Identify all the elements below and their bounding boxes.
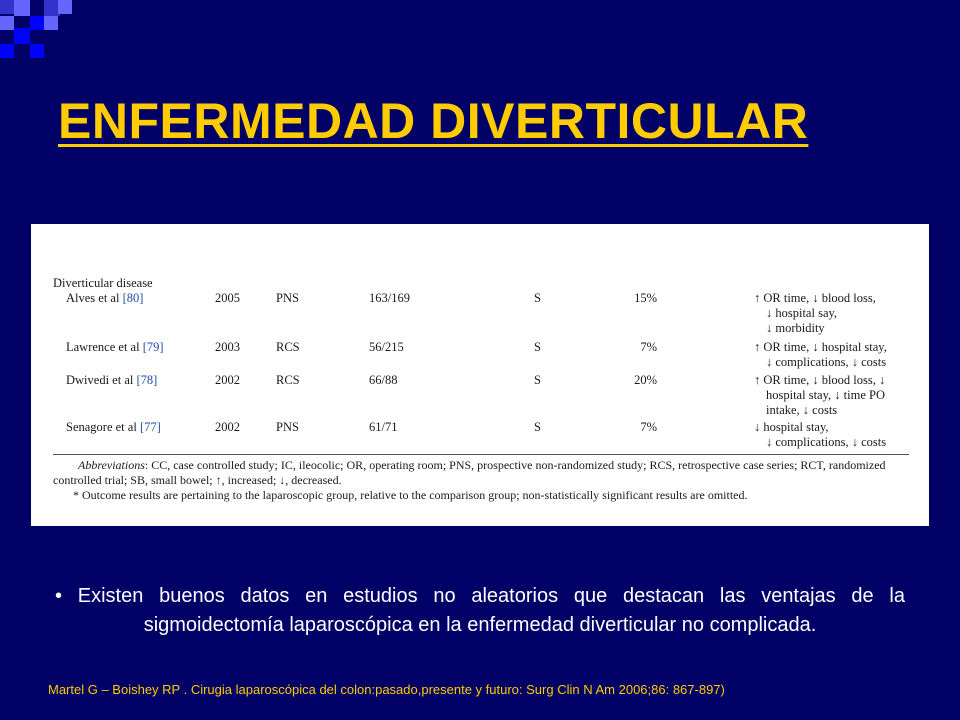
outcome-line: intake, ↓ costs bbox=[766, 403, 838, 417]
table-footnote: * Outcome results are pertaining to the laparoscopic group, relative to the comparison group; non-statistically significant results are omitted. bbox=[73, 488, 748, 502]
author: Dwivedi et al bbox=[66, 373, 134, 387]
outcome-line: ↓ hospital say, bbox=[766, 306, 838, 320]
rate: 7% bbox=[640, 420, 657, 434]
outcome-line: hospital stay, ↓ time PO bbox=[766, 388, 885, 402]
design: RCS bbox=[276, 340, 300, 354]
year: 2003 bbox=[215, 340, 240, 354]
outcome-line: ↑ OR time, ↓ blood loss, bbox=[754, 291, 876, 305]
table-divider bbox=[53, 454, 909, 455]
design: PNS bbox=[276, 291, 299, 305]
study-table bbox=[31, 224, 929, 526]
ref-link[interactable]: [77] bbox=[139, 420, 161, 434]
type: S bbox=[534, 291, 541, 305]
ref-link[interactable]: [79] bbox=[142, 340, 164, 354]
abbreviations-text: : CC, case controlled study; IC, ileocolic; OR, operating room; PNS, prospective non-randomized study; RCS, retrospective case series; RCT, randomized controlled trial; SB, small bowel; ↑, increased; ↓, decreased. bbox=[53, 458, 886, 487]
outcome-line: ↑ OR time, ↓ hospital stay, bbox=[754, 340, 887, 354]
author: Senagore et al bbox=[66, 420, 137, 434]
sample-size: 61/71 bbox=[369, 420, 398, 434]
rate: 15% bbox=[634, 291, 657, 305]
sample-size: 56/215 bbox=[369, 340, 404, 354]
type: S bbox=[534, 420, 541, 434]
year: 2002 bbox=[215, 373, 240, 387]
outcome-line: ↑ OR time, ↓ blood loss, ↓ bbox=[754, 373, 886, 387]
ref-link[interactable]: [78] bbox=[136, 373, 158, 387]
table-section-label: Diverticular disease bbox=[53, 276, 153, 290]
author: Alves et al bbox=[66, 291, 120, 305]
outcome-line: ↓ complications, ↓ costs bbox=[766, 435, 887, 449]
type: S bbox=[534, 340, 541, 354]
rate: 20% bbox=[634, 373, 657, 387]
rate: 7% bbox=[640, 340, 657, 354]
sample-size: 66/88 bbox=[369, 373, 398, 387]
type: S bbox=[534, 373, 541, 387]
citation: Martel G – Boishey RP . Cirugia laparoscópica del colon:pasado,presente y futuro: Surg Clin N Am 2006;86: 867-897) bbox=[48, 682, 725, 697]
outcome-line: ↓ complications, ↓ costs bbox=[766, 355, 887, 369]
bullet-point: • Existen buenos datos en estudios no aleatorios que destacan las ventajas de la sigmoidectomía laparoscópica en la enfermedad diverticular no complicada. bbox=[55, 585, 905, 636]
year: 2005 bbox=[215, 291, 240, 305]
abbreviations-note bbox=[53, 458, 913, 503]
design: RCS bbox=[276, 373, 300, 387]
top-bar bbox=[0, 0, 960, 43]
slide-title: ENFERMEDAD DIVERTICULAR bbox=[58, 93, 809, 149]
outcome-line: ↓ hospital stay, bbox=[754, 420, 829, 434]
design: PNS bbox=[276, 420, 299, 434]
author: Lawrence et al bbox=[66, 340, 140, 354]
outcome-line: ↓ morbidity bbox=[766, 321, 825, 335]
ref-link[interactable]: [80] bbox=[122, 291, 144, 305]
abbreviations-label: Abbreviations bbox=[78, 458, 145, 472]
year: 2002 bbox=[215, 420, 240, 434]
sample-size: 163/169 bbox=[369, 291, 410, 305]
